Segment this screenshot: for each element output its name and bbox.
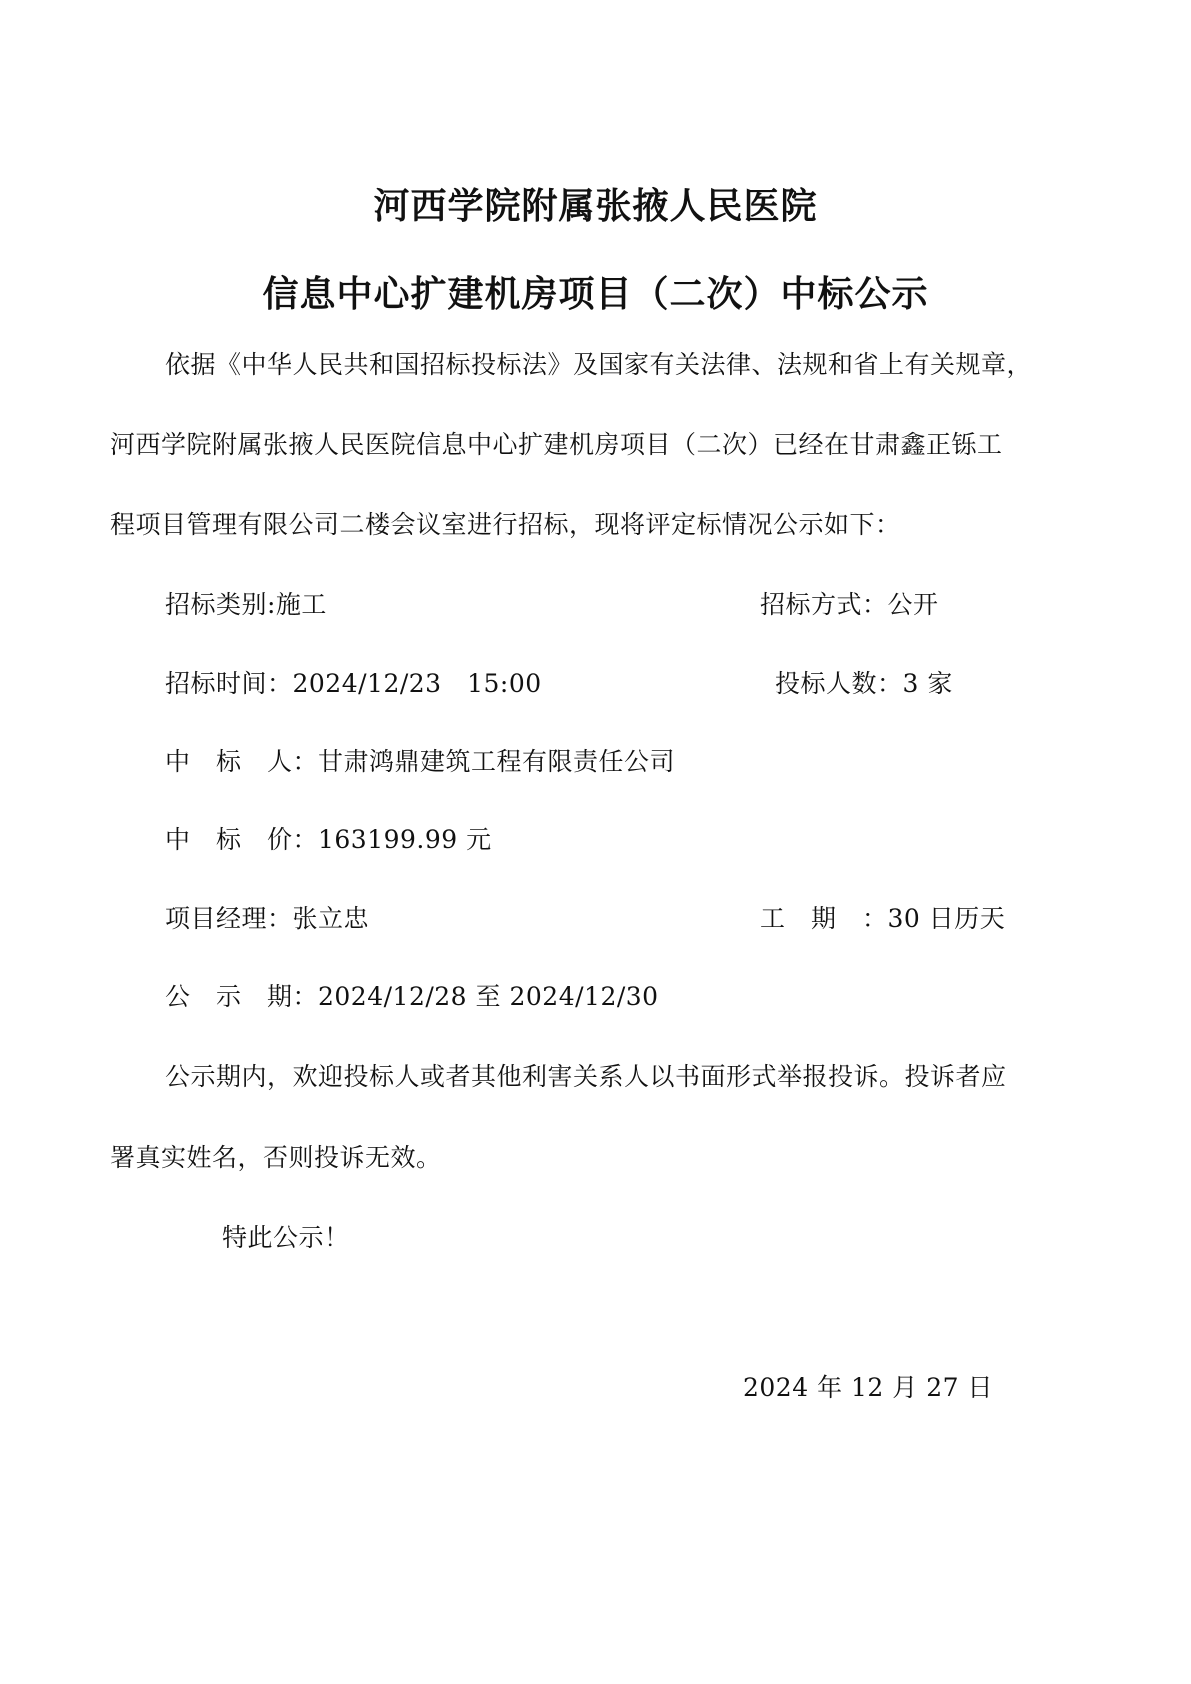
intro-paragraph-line-1: 依据《中华人民共和国招标投标法》及国家有关法律、法规和省上有关规章， (165, 350, 1033, 379)
publicity-period: 公 示 期：2024/12/28 至 2024/12/30 (165, 982, 659, 1011)
bid-time: 招标时间：2024/12/23 15:00 (165, 669, 542, 698)
notice-paragraph-line-1: 公示期内，欢迎投标人或者其他利害关系人以书面形式举报投诉。投诉者应 (165, 1062, 1007, 1091)
winning-bidder: 中 标 人：甘肃鸿鼎建筑工程有限责任公司 (165, 747, 676, 776)
document-title-line-2: 信息中心扩建机房项目（二次）中标公示 (262, 274, 929, 315)
project-manager: 项目经理：张立忠 (165, 904, 370, 933)
document-title-line-1: 河西学院附属张掖人民医院 (373, 186, 818, 227)
bidder-count: 投标人数：3 家 (775, 669, 953, 698)
winning-price: 中 标 价：163199.99 元 (165, 825, 492, 854)
intro-paragraph-line-3: 程项目管理有限公司二楼会议室进行招标，现将评定标情况公示如下： (110, 510, 901, 539)
bid-method: 招标方式：公开 (760, 590, 939, 619)
intro-paragraph-line-2: 河西学院附属张掖人民医院信息中心扩建机房项目（二次）已经在甘肃鑫正铄工 (110, 430, 1003, 459)
construction-period: 工 期 ：30 日历天 (760, 904, 1006, 933)
notice-paragraph-line-2: 署真实姓名，否则投诉无效。 (110, 1143, 442, 1172)
closing-statement: 特此公示！ (222, 1223, 350, 1252)
bid-category: 招标类别:施工 (165, 590, 327, 619)
document-date: 2024 年 12 月 27 日 (743, 1373, 993, 1402)
